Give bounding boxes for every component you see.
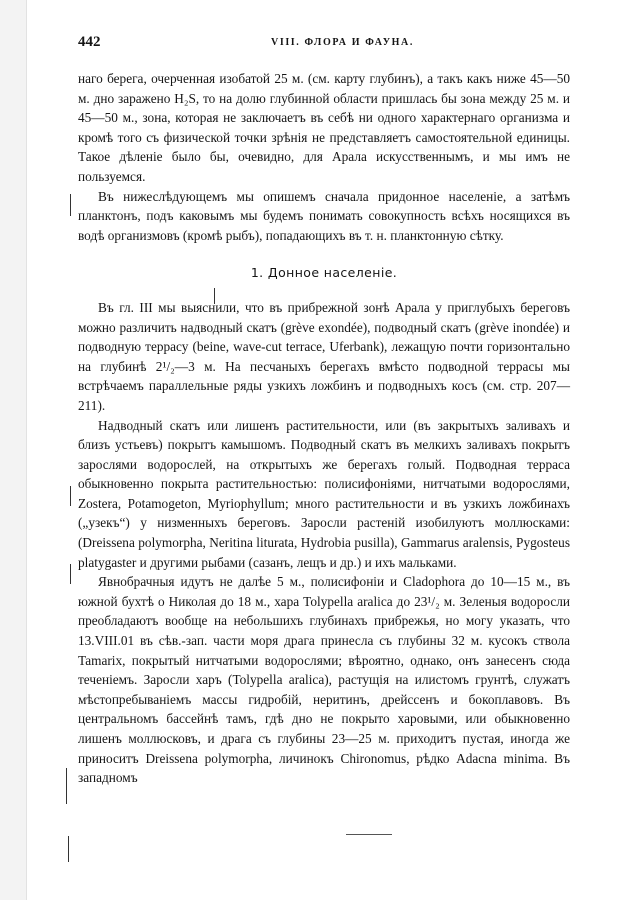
paragraph-intro: Въ нижеслѣдующемъ мы опишемъ сначала придонное населеніе, а затѣмъ планктонъ, подъ каковымъ мы будемъ понимать совокупность всѣхъ носящихся въ водѣ организмовъ (кромѣ рыбъ), попадающихъ въ т. н. планктонную сѣтку.: [78, 188, 570, 243]
pencil-underline: [346, 834, 392, 835]
body-text: [78, 69, 570, 788]
margin-mark: [70, 194, 71, 216]
paragraph-shore-zones: Въ гл. III мы выяснили, что въ прибрежной зонѣ Арала у приглубыхъ береговъ можно различить надводный скатъ (grève exondée), подводный скатъ (grève inondée) и подводную террасу (beine, wave-cut terrace, Uferbank), лежащую почти горизонтально на глубинѣ 2¹/₂—3 м. На песчаныхъ берегахъ вмѣсто подводной террасы мы встрѣчаемъ параллельные ряды узкихъ ложбинъ и подводныхъ косъ (см. стр. 207—211).: [78, 299, 570, 413]
paragraph-vegetation: Надводный скатъ или лишенъ растительности, или (въ закрытыхъ заливахъ и близъ устьевъ) покрытъ камышомъ. Подводный скатъ въ мелкихъ заливахъ покрытъ зарослями водорослей, на открытыхъ же берегахъ голый. Подводная терраса обыкновенно покрыта растительностью: полисифоніями, нитчатыми водорослями, Zostera, Potamogeton, Myriophyllum; много растительности и въ узкихъ ложбинахъ („узекъ“) у низменныхъ береговъ. Заросли растеній изобилуютъ моллюсками: (Dreissena polymorpha, Neritina liturata, Hydrobia pusilla), Gammarus aralensis, Pygosteus platygaster и другими рыбами (сазанъ, лещъ и др.) и ихъ мальками.: [78, 417, 570, 570]
running-head: VIII. ФЛОРА И ФАУНА.: [271, 37, 414, 48]
page-header: [78, 34, 570, 58]
margin-mark: [68, 836, 69, 862]
book-page: [78, 34, 570, 788]
margin-mark: [214, 288, 215, 304]
margin-mark: [66, 768, 67, 804]
margin-mark: [70, 486, 71, 506]
scan-gutter: [0, 0, 27, 900]
paragraph-continuation: нaго берега, очерченная изобатой 25 м. (см. карту глубинъ), а такъ какъ ниже 45—50 м. дно заражено H₂S, то на долю глубинной области пришлась бы зона между 25 м. и 45—50 м., зона, которая не заключаетъ въ себѣ ни одного характернаго организма и кромѣ того съ физической точки зрѣнія не представляетъ самостоятельной единицы. Такое дѣленіе было бы, очевидно, для Арала искусственнымъ, и мы имъ не пользуемся.: [78, 71, 570, 184]
paragraph-depth-distribution: Явнобрачныя идутъ не далѣе 5 м., полисифоніи и Cladophora до 10—15 м., въ южной бухтѣ о Николая до 18 м., хара Tolypella aralica до 23¹/₂ м. Зеленыя водоросли преобладаютъ вообще на небольшихъ глубинахъ прибрежья, но могу указать, что 13.VIII.01 въ сѣв.-зап. части моря драга принесла съ глубины 32 м. кусокъ ствола Tamarix, покрытый нитчатыми водорослями; вѣроятно, однако, онъ занесенъ сюда теченіемъ. Заросли харъ (Tolypella aralica), растущія на илистомъ грунтѣ, служатъ мѣстопребываніемъ массы гидробій, неритинъ, дрейссенъ и бокоплавовъ. Въ центральномъ бассейнѣ тамъ, гдѣ дно не покрыто харовыми, или обыкновенно лишенъ моллюсковъ, и драга съ глубины 23—25 м. приходитъ пустая, иногда же приноситъ Dreissena polymorpha, личинокъ Chironomus, рѣдко Adacna minima. Въ западномъ: [78, 574, 570, 786]
page-number: 442: [78, 34, 101, 50]
section-heading: 1. Донное населеніе.: [250, 265, 398, 281]
margin-mark: [70, 564, 71, 584]
